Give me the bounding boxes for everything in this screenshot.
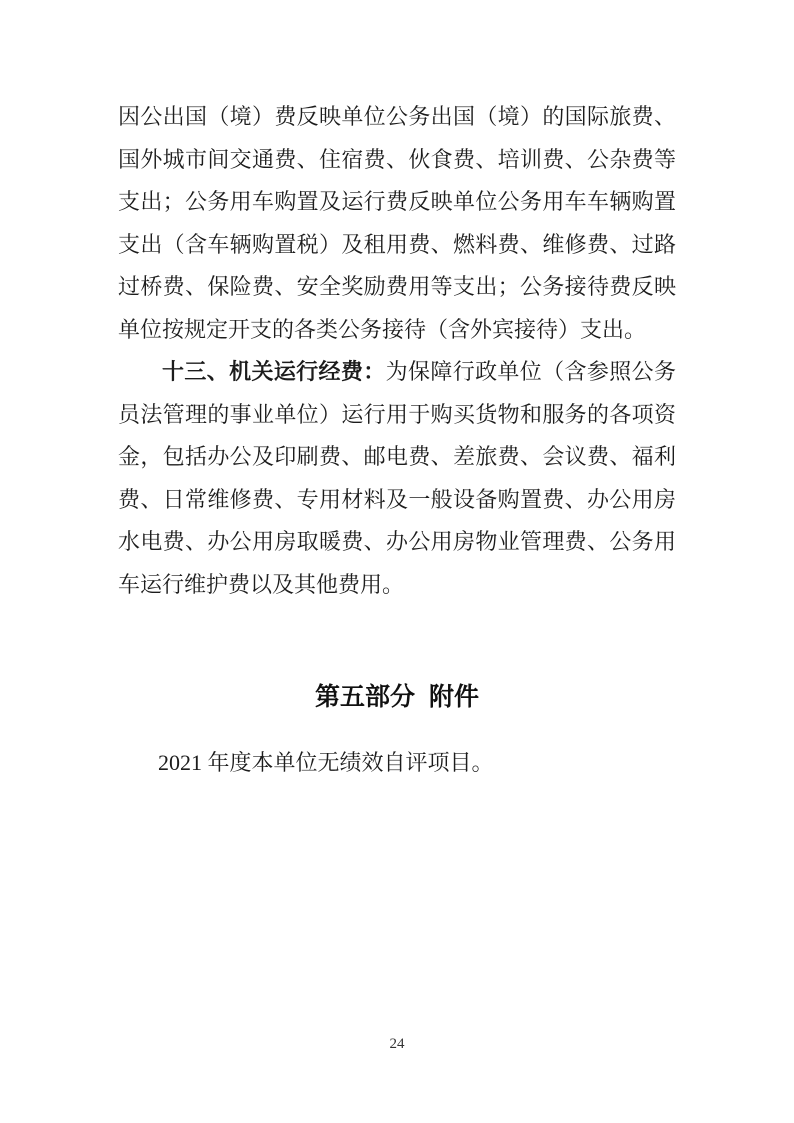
paragraph-agency-operating-funds — [118, 351, 676, 606]
text-line: 国外城市间交通费、住宿费、伙食费、培训费、公杂费等 — [118, 146, 676, 172]
text-line: 金，包括办公及印刷费、邮电费、差旅费、会议费、福利 — [118, 444, 676, 469]
text-line: 因公出国（境）费反映单位公务出国（境）的国际旅费、 — [118, 104, 676, 129]
paragraph-lines — [118, 394, 676, 607]
page-number: 24 — [389, 1036, 405, 1052]
term-agency-operating-funds-bold: 十三、机关运行经费： — [162, 359, 386, 384]
text-line: 车运行维护费以及其他费用。 — [118, 571, 405, 597]
text-line: 支出（含车辆购置税）及租用费、燃料费、维修费、过路 — [118, 231, 676, 257]
term-definition-start: 为保障行政单位（含参照公务 — [385, 359, 676, 384]
text-line: 支出；公务用车购置及运行费反映单位公务用车车辆购置 — [118, 189, 676, 214]
text-line: 水电费、办公用房取暖费、办公用房物业管理费、公务用 — [118, 529, 676, 554]
section-heading-part5: 第五部分 附件 — [315, 683, 479, 711]
text-line: 过桥费、保险费、安全奖励费用等支出；公务接待费反映 — [118, 274, 676, 299]
text-line — [118, 351, 676, 394]
text-line: 员法管理的事业单位）运行用于购买货物和服务的各项资 — [118, 401, 676, 427]
paragraph-expense-definitions — [118, 96, 676, 351]
paragraph-no-performance-note: 2021 年度本单位无绩效自评项目。 — [158, 750, 494, 775]
text-line: 费、日常维修费、专用材料及一般设备购置费、办公用房 — [118, 486, 676, 512]
text-block — [118, 96, 676, 785]
text-line: 单位按规定开支的各类公务接待（含外宾接待）支出。 — [118, 316, 647, 342]
